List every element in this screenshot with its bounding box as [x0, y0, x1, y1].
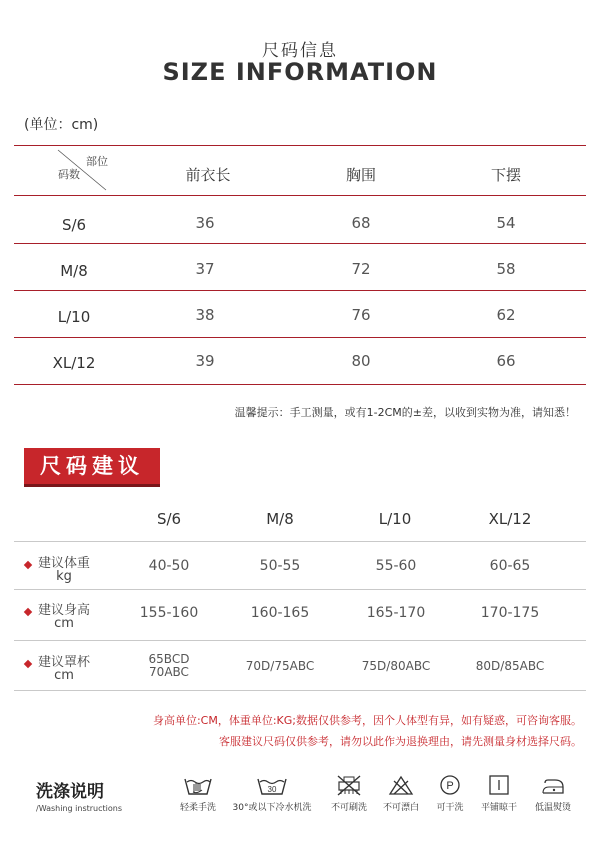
care-item: [170, 774, 226, 813]
table-cell: 54: [496, 214, 516, 232]
row-divider: [14, 690, 586, 691]
column-header-length: 前衣长: [185, 166, 231, 184]
rec-cell: 40-50: [148, 558, 190, 574]
rec-cell: 165-170: [366, 605, 426, 621]
rec-cell: 55-60: [375, 558, 417, 574]
rec-cell: 60-65: [489, 558, 531, 574]
care-item: [474, 774, 524, 813]
no-bleach-icon: [388, 774, 414, 796]
rec-cell: 75D/80ABC: [361, 659, 431, 673]
table-cell: 62: [496, 306, 516, 324]
rec-cell: 170-175: [480, 605, 540, 621]
table-cell: 66: [496, 352, 516, 370]
rec-row-unit: cm: [54, 668, 74, 683]
care-item: [378, 774, 424, 813]
care-label: 低温熨烫: [534, 803, 571, 813]
care-label: 可干洗: [436, 803, 464, 813]
rec-cell: 160-165: [250, 605, 310, 621]
table-cell: 72: [351, 260, 371, 278]
table-cell: 80: [351, 352, 371, 370]
rec-row-unit: cm: [54, 616, 74, 631]
care-item: [226, 774, 318, 813]
page-title-en: SIZE INFORMATION: [162, 58, 438, 86]
column-header-bust: 胸围: [345, 166, 376, 184]
table-corner-header: [14, 146, 166, 194]
dry-clean-icon: [439, 774, 461, 796]
unit-label: (单位：cm): [24, 117, 99, 133]
table-cell: 39: [195, 352, 215, 370]
row-divider: [14, 541, 586, 542]
care-label: 不可漂白: [382, 803, 419, 813]
care-label: 30°或以下冷水机洗: [232, 803, 312, 813]
washing-title: 洗涤说明: [36, 782, 104, 802]
row-size-label: S/6: [61, 216, 87, 234]
rec-size-header: XL/12: [488, 510, 532, 528]
care-item: [430, 774, 470, 813]
table-cell: 58: [496, 260, 516, 278]
size-recommendation-banner: [24, 448, 160, 484]
table-cell: 76: [351, 306, 371, 324]
rec-cell: 50-55: [259, 558, 301, 574]
page-title-cn: 尺码信息: [262, 41, 338, 61]
care-item: [326, 774, 372, 813]
table-divider: [14, 337, 586, 338]
table-divider: [14, 243, 586, 244]
row-bullet-icon: [24, 608, 32, 616]
rec-cell: 80D/85ABC: [475, 659, 545, 673]
care-label: 不可刷洗: [330, 803, 367, 813]
corner-part-label: 部位: [86, 155, 108, 168]
rec-row-label: 建议身高: [37, 603, 90, 618]
table-divider: [14, 195, 586, 196]
table-cell: 36: [195, 214, 215, 232]
disclaimer-line-2: 客服建议尺码仅供参考，请勿以此作为退换理由，请先测量身材选择尺码。: [219, 735, 582, 748]
care-label: 平铺晾干: [480, 803, 517, 813]
no-brush-icon: [336, 774, 362, 796]
flat-dry-icon: [488, 774, 510, 796]
table-divider: [14, 290, 586, 291]
wash-30-icon: [256, 774, 288, 796]
rec-row-label: 建议体重: [37, 556, 90, 571]
rec-row-unit: kg: [56, 569, 72, 584]
row-bullet-icon: [24, 660, 32, 668]
hand-wash-icon: [183, 774, 213, 796]
row-size-label: XL/12: [52, 354, 96, 372]
table-divider: [14, 384, 586, 385]
row-divider: [14, 589, 586, 590]
care-item: [528, 774, 578, 813]
wash-temp-label: 30: [267, 785, 277, 794]
measurement-notice: 温馨提示：手工测量，或有1-2CM的±差，以收到实物为准，请知悉！: [234, 406, 576, 419]
row-bullet-icon: [24, 561, 32, 569]
row-size-label: M/8: [60, 262, 88, 280]
corner-size-label: 码数: [58, 168, 80, 181]
column-header-hem: 下摆: [490, 166, 521, 184]
care-label: 轻柔手洗: [179, 803, 216, 813]
rec-size-header: S/6: [156, 510, 182, 528]
low-iron-icon: [539, 774, 567, 796]
rec-cell: 65BCD 70ABC: [148, 652, 190, 679]
row-size-label: L/10: [57, 308, 91, 326]
rec-row-label: 建议罩杯: [37, 655, 90, 670]
dry-clean-letter: P: [446, 780, 454, 792]
rec-size-header: M/8: [266, 510, 294, 528]
table-cell: 68: [351, 214, 371, 232]
row-divider: [14, 640, 586, 641]
disclaimer-line-1: 身高单位:CM，体重单位:KG;数据仅供参考，因个人体型有异，如有疑惑，可咨询客服。: [152, 714, 582, 727]
banner-title: 尺码建议: [40, 454, 144, 478]
table-cell: 38: [195, 306, 215, 324]
rec-cell: 70D/75ABC: [245, 659, 315, 673]
table-cell: 37: [195, 260, 215, 278]
rec-cell: 155-160: [139, 605, 199, 621]
banner-shadow: [24, 484, 160, 487]
rec-size-header: L/10: [378, 510, 412, 528]
washing-subtitle: /Washing instructions: [36, 804, 122, 813]
